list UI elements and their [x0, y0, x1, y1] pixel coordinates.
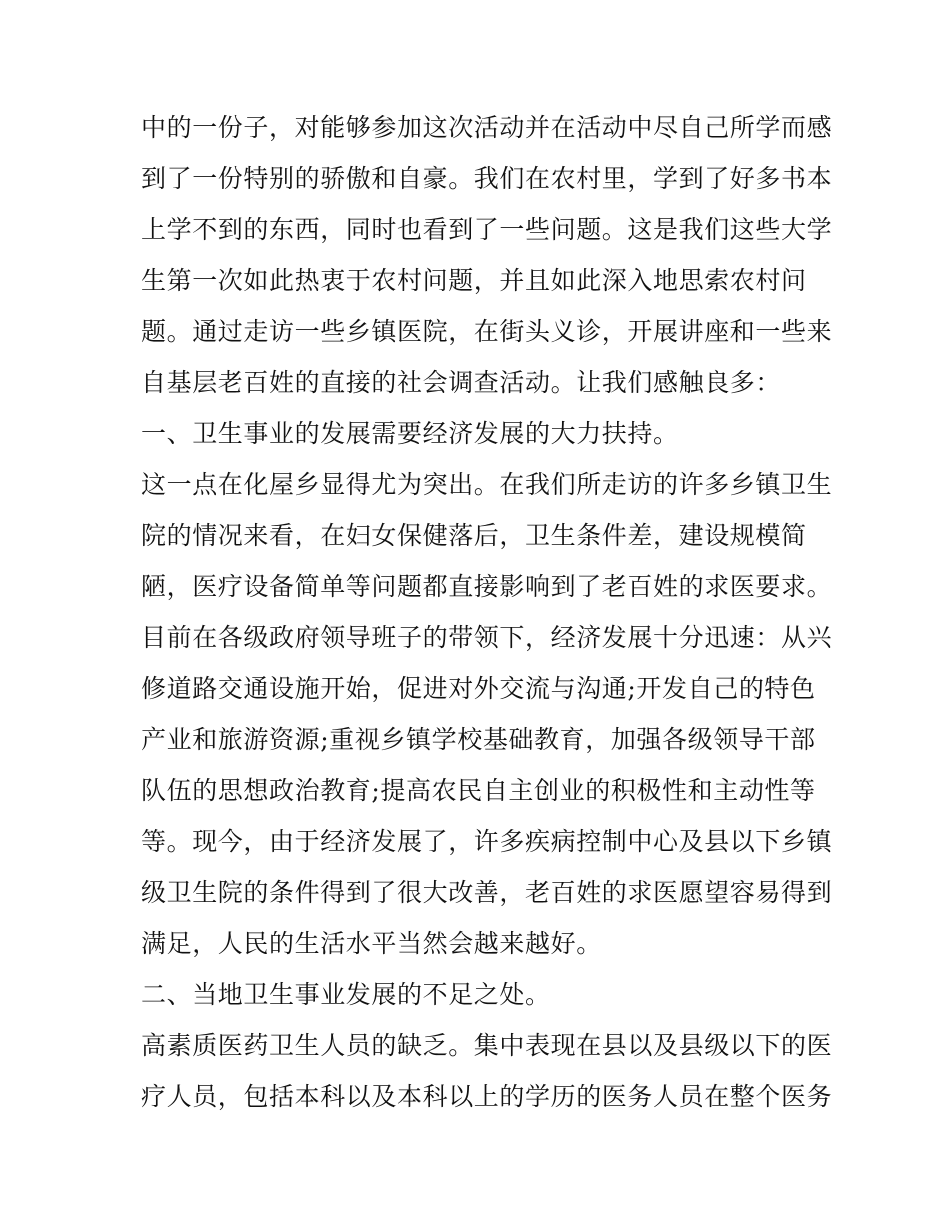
text-line: 上学不到的东西，同时也看到了一些问题。这是我们这些大学 [141, 215, 833, 244]
text-line: 这一点在化屋乡显得尤为突出。在我们所走访的许多乡镇卫生 [141, 470, 833, 499]
text-line: 目前在各级政府领导班子的带领下，经济发展十分迅速：从兴 [141, 623, 833, 652]
section-heading-1: 一、卫生事业的发展需要经济发展的大力扶持。 [141, 419, 679, 448]
text-line: 中的一份子，对能够参加这次活动并在活动中尽自己所学而感 [141, 113, 833, 142]
text-line: 修道路交通设施开始，促进对外交流与沟通;开发自己的特色 [141, 674, 816, 703]
text-line: 等。现今，由于经济发展了，许多疾病控制中心及县以下乡镇 [141, 827, 833, 856]
section-heading-2: 二、当地卫生事业发展的不足之处。 [141, 980, 551, 1009]
body-text [141, 102, 833, 1122]
text-line: 疗人员，包括本科以及本科以上的学历的医务人员在整个医务 [141, 1082, 833, 1111]
text-line: 题。通过走访一些乡镇医院，在街头义诊，开展讲座和一些来 [141, 317, 833, 346]
text-line: 满足，人民的生活水平当然会越来越好。 [141, 929, 602, 958]
text-line: 队伍的思想政治教育;提高农民自主创业的积极性和主动性等 [141, 776, 816, 805]
text-line: 生第一次如此热衷于农村问题，并且如此深入地思索农村问 [141, 266, 807, 295]
text-line: 级卫生院的条件得到了很大改善，老百姓的求医愿望容易得到 [141, 878, 833, 907]
text-line: 到了一份特别的骄傲和自豪。我们在农村里，学到了好多书本 [141, 164, 833, 193]
text-line: 高素质医药卫生人员的缺乏。集中表现在县以及县级以下的医 [141, 1031, 833, 1060]
text-line: 陋，医疗设备简单等问题都直接影响到了老百姓的求医要求。 [141, 572, 833, 601]
text-line: 产业和旅游资源;重视乡镇学校基础教育，加强各级领导干部 [141, 725, 816, 754]
text-line: 自基层老百姓的直接的社会调查活动。让我们感触良多： [141, 368, 782, 397]
text-line: 院的情况来看，在妇女保健落后，卫生条件差，建设规模简 [141, 521, 807, 550]
